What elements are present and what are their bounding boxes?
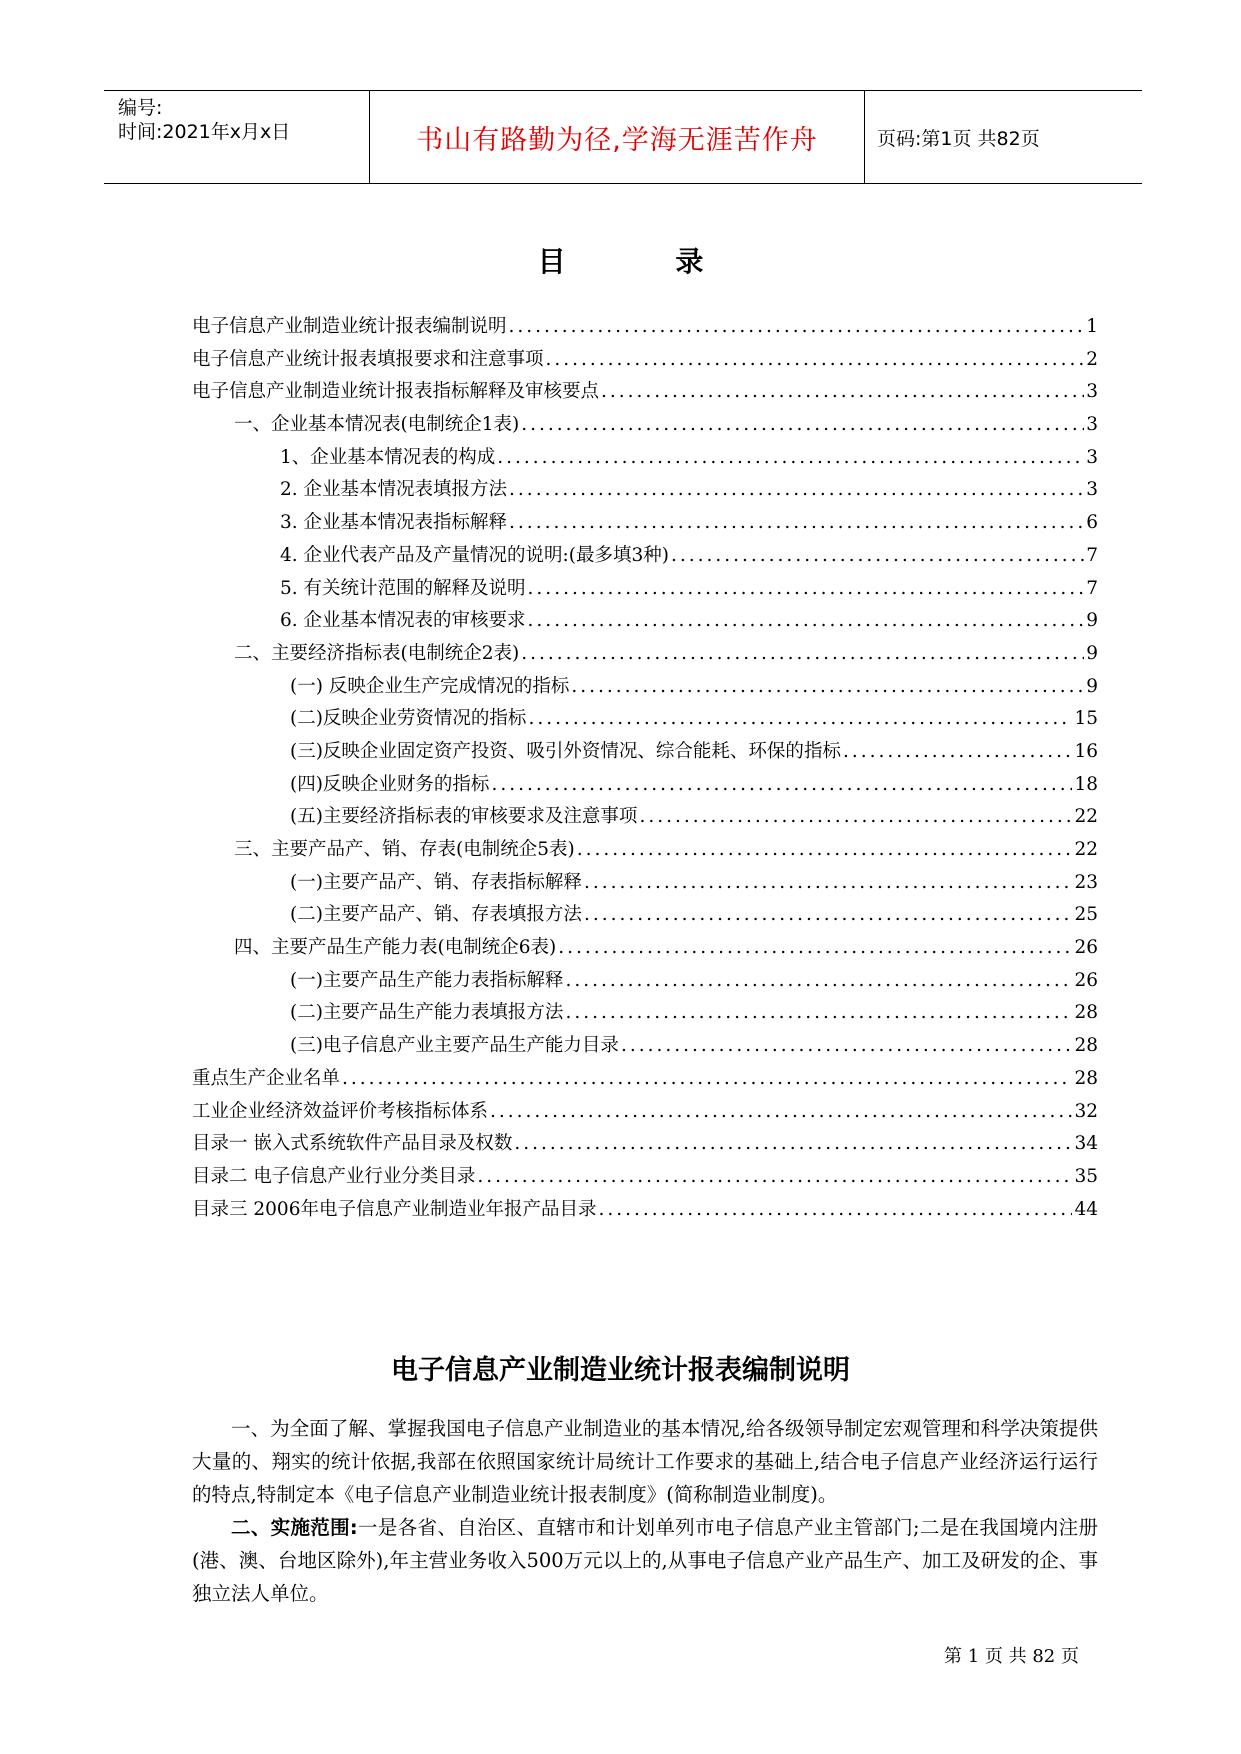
- toc-entry-page: 9: [1086, 610, 1098, 632]
- toc-leader-dots: [546, 349, 1085, 370]
- toc-leader-dots: [565, 970, 1072, 991]
- toc-entry-page: 16: [1074, 740, 1098, 762]
- toc-entry-page: 9: [1086, 675, 1098, 697]
- toc-entry-page: 2: [1086, 348, 1098, 370]
- toc-leader-dots: [639, 806, 1072, 827]
- toc-leader-dots: [558, 937, 1072, 958]
- toc-entry-title: (三)反映企业固定资产投资、吸引外资情况、综合能耗、环保的指标: [290, 740, 841, 762]
- header-meta-cell: [104, 91, 369, 183]
- toc-entry-title: 电子信息产业统计报表填报要求和注意事项: [192, 348, 544, 370]
- toc-leader-dots: [601, 381, 1084, 402]
- paragraph-1: 一、为全面了解、掌握我国电子信息产业制造业的基本情况,给各级领导制定宏观管理和科学决策提供大量的、翔实的统计依据,我部在依照国家统计局统计工作要求的基础上,结合电子信息产业经济运行运行的特点,特制定本《电子信息产业制造业统计报表制度》(简称制造业制度)。: [192, 1417, 1098, 1506]
- toc-entry-page: 28: [1074, 1067, 1098, 1089]
- toc-entry[interactable]: [192, 1129, 1098, 1162]
- toc-leader-dots: [528, 578, 1085, 599]
- toc-entry[interactable]: [192, 606, 1098, 639]
- toc-entry[interactable]: [192, 639, 1098, 672]
- toc-entry-title: (三)电子信息产业主要产品生产能力目录: [290, 1035, 619, 1057]
- toc-entry-page: 18: [1074, 773, 1098, 795]
- toc-entry-title: 电子信息产业制造业统计报表指标解释及审核要点: [192, 381, 600, 403]
- toc-entry-title: (一) 反映企业生产完成情况的指标: [290, 675, 570, 697]
- toc-entry-title: 电子信息产业制造业统计报表编制说明: [192, 316, 507, 337]
- toc-entry[interactable]: [192, 475, 1098, 508]
- toc-entry-title: 目录二 电子信息产业行业分类目录: [192, 1165, 476, 1187]
- paragraph-2-body: 一是各省、自治区、直辖市和计划单列市电子信息产业主管部门;二是在我国境内注册(港、澳、台地区除外),年主营业务收入500万元以上的,从事电子信息产业产品生产、加工及研发的企、事独立法人单位。: [192, 1516, 1098, 1605]
- toc-entry-title: 1、企业基本情况表的构成: [280, 446, 496, 468]
- toc-entry[interactable]: [192, 672, 1098, 705]
- toc-entry-page: 32: [1074, 1100, 1098, 1122]
- toc-entry-title: 目录三 2006年电子信息产业制造业年报产品目录: [192, 1198, 597, 1220]
- toc-leader-dots: [521, 414, 1084, 435]
- toc-entry-title: 2. 企业基本情况表填报方法: [280, 479, 508, 501]
- toc-leader-dots: [491, 774, 1072, 795]
- section-body: [192, 1412, 1098, 1610]
- toc-entry[interactable]: [192, 868, 1098, 901]
- header-page-cell: [865, 91, 1142, 183]
- toc-entry[interactable]: [192, 443, 1098, 476]
- toc-entry[interactable]: [192, 966, 1098, 999]
- page-footer: 第 1 页 共 82 页: [944, 1646, 1079, 1667]
- toc-leader-dots: [477, 1166, 1072, 1187]
- toc-entry[interactable]: [192, 312, 1098, 345]
- toc-leader-dots: [514, 1133, 1072, 1154]
- toc-entry[interactable]: [192, 802, 1098, 835]
- toc-entry[interactable]: [192, 541, 1098, 574]
- toc-entry-page: 22: [1074, 839, 1098, 860]
- toc-leader-dots: [509, 316, 1085, 337]
- header-page-label: 页码:第1页 共82页: [877, 127, 1040, 150]
- toc-entry-page: 3: [1086, 381, 1098, 403]
- toc-entry-page: 25: [1074, 904, 1098, 926]
- toc-entry[interactable]: [192, 345, 1098, 378]
- toc-entry[interactable]: [192, 574, 1098, 607]
- toc-entry[interactable]: [192, 933, 1098, 966]
- toc-entry-page: 3: [1086, 479, 1098, 501]
- toc-leader-dots: [843, 741, 1073, 762]
- toc-leader-dots: [342, 1068, 1072, 1089]
- toc-entry-title: 3. 企业基本情况表指标解释: [280, 512, 508, 534]
- toc-entry-title: (四)反映企业财务的指标: [290, 773, 490, 795]
- paragraph-2: [192, 1511, 1098, 1610]
- toc-entry[interactable]: [192, 998, 1098, 1031]
- toc-entry-title: 4. 企业代表产品及产量情况的说明:(最多填3种): [280, 544, 669, 566]
- toc-leader-dots: [509, 512, 1084, 533]
- toc-entry-page: 35: [1074, 1165, 1098, 1187]
- toc-entry[interactable]: [192, 835, 1098, 868]
- toc-leader-dots: [521, 643, 1084, 664]
- section-title: 电子信息产业制造业统计报表编制说明: [391, 1355, 850, 1386]
- toc-entry-title: (一)主要产品产、销、存表指标解释: [290, 871, 582, 893]
- toc-entry-page: 26: [1074, 969, 1098, 991]
- toc-entry-page: 44: [1074, 1198, 1098, 1220]
- toc-entry[interactable]: [192, 1097, 1098, 1130]
- toc-entry[interactable]: [192, 770, 1098, 803]
- toc-leader-dots: [671, 545, 1084, 566]
- toc-leader-dots: [528, 610, 1085, 631]
- toc-title: 目 录: [537, 245, 754, 278]
- toc-entry-title: 工业企业经济效益评价考核指标体系: [192, 1100, 489, 1122]
- toc-entry-title: (五)主要经济指标表的审核要求及注意事项: [290, 806, 638, 828]
- toc-leader-dots: [528, 708, 1072, 729]
- time-label: 时间:2021年x月x日: [118, 121, 291, 143]
- toc-entry-page: 23: [1074, 871, 1098, 893]
- toc-entry[interactable]: [192, 1162, 1098, 1195]
- toc-entry[interactable]: [192, 900, 1098, 933]
- toc-leader-dots: [621, 1035, 1073, 1056]
- toc-entry-page: 28: [1074, 1035, 1098, 1057]
- header-motto-cell: [369, 91, 865, 183]
- toc-entry-page: 9: [1086, 642, 1098, 664]
- toc-leader-dots: [584, 872, 1073, 893]
- toc-entry-title: 6. 企业基本情况表的审核要求: [280, 610, 526, 632]
- toc-entry-title: (二)反映企业劳资情况的指标: [290, 708, 527, 730]
- toc-entry-title: 一、企业基本情况表(电制统企1表): [234, 414, 520, 436]
- toc-entry-page: 6: [1086, 512, 1098, 534]
- toc-entry[interactable]: [192, 704, 1098, 737]
- toc-entry-title: 5. 有关统计范围的解释及说明: [280, 577, 526, 599]
- toc-leader-dots: [598, 1199, 1072, 1220]
- toc-leader-dots: [577, 839, 1073, 860]
- toc-leader-dots: [509, 479, 1084, 500]
- document-header: [104, 90, 1142, 184]
- serial-label: 编号:: [118, 97, 163, 119]
- toc-entry-page: 22: [1074, 806, 1098, 828]
- toc-entry-title: (一)主要产品生产能力表指标解释: [290, 969, 564, 991]
- motto-text: 书山有路勤为径,学海无涯苦作舟: [416, 124, 818, 156]
- toc-entry-page: 3: [1086, 414, 1098, 436]
- toc-entry-page: 26: [1074, 937, 1098, 959]
- toc-leader-dots: [565, 1002, 1072, 1023]
- toc-entry-title: 三、主要产品产、销、存表(电制统企5表): [234, 839, 575, 860]
- toc-entry-page: 1: [1086, 316, 1098, 337]
- toc-entry-page: 28: [1074, 1002, 1098, 1024]
- toc-leader-dots: [584, 904, 1073, 925]
- toc-entry[interactable]: [192, 737, 1098, 770]
- toc-entry-page: 7: [1086, 544, 1098, 566]
- toc-entry-title: (二)主要产品生产能力表填报方法: [290, 1002, 564, 1024]
- toc-entry[interactable]: [192, 1195, 1098, 1228]
- toc-leader-dots: [497, 447, 1084, 468]
- toc-entry-page: 15: [1074, 708, 1098, 730]
- toc-entry[interactable]: [192, 508, 1098, 541]
- toc-entry-title: (二)主要产品产、销、存表填报方法: [290, 904, 582, 926]
- toc-entry-page: 3: [1086, 446, 1098, 468]
- toc-leader-dots: [490, 1101, 1072, 1122]
- toc-leader-dots: [571, 676, 1084, 697]
- toc-entry[interactable]: [192, 377, 1098, 410]
- toc-entry-page: 7: [1086, 577, 1098, 599]
- toc-entry[interactable]: [192, 1064, 1098, 1097]
- toc-entry-title: 目录一 嵌入式系统软件产品目录及权数: [192, 1133, 513, 1155]
- toc-entry-title: 重点生产企业名单: [192, 1067, 341, 1089]
- toc-entry[interactable]: [192, 410, 1098, 443]
- toc-entry-page: 34: [1074, 1133, 1098, 1155]
- toc-entry-title: 四、主要产品生产能力表(电制统企6表): [234, 937, 557, 959]
- table-of-contents: [192, 312, 1098, 1227]
- toc-entry[interactable]: [192, 1031, 1098, 1064]
- paragraph-2-heading: 二、实施范围:: [231, 1516, 358, 1539]
- toc-entry-title: 二、主要经济指标表(电制统企2表): [234, 642, 520, 664]
